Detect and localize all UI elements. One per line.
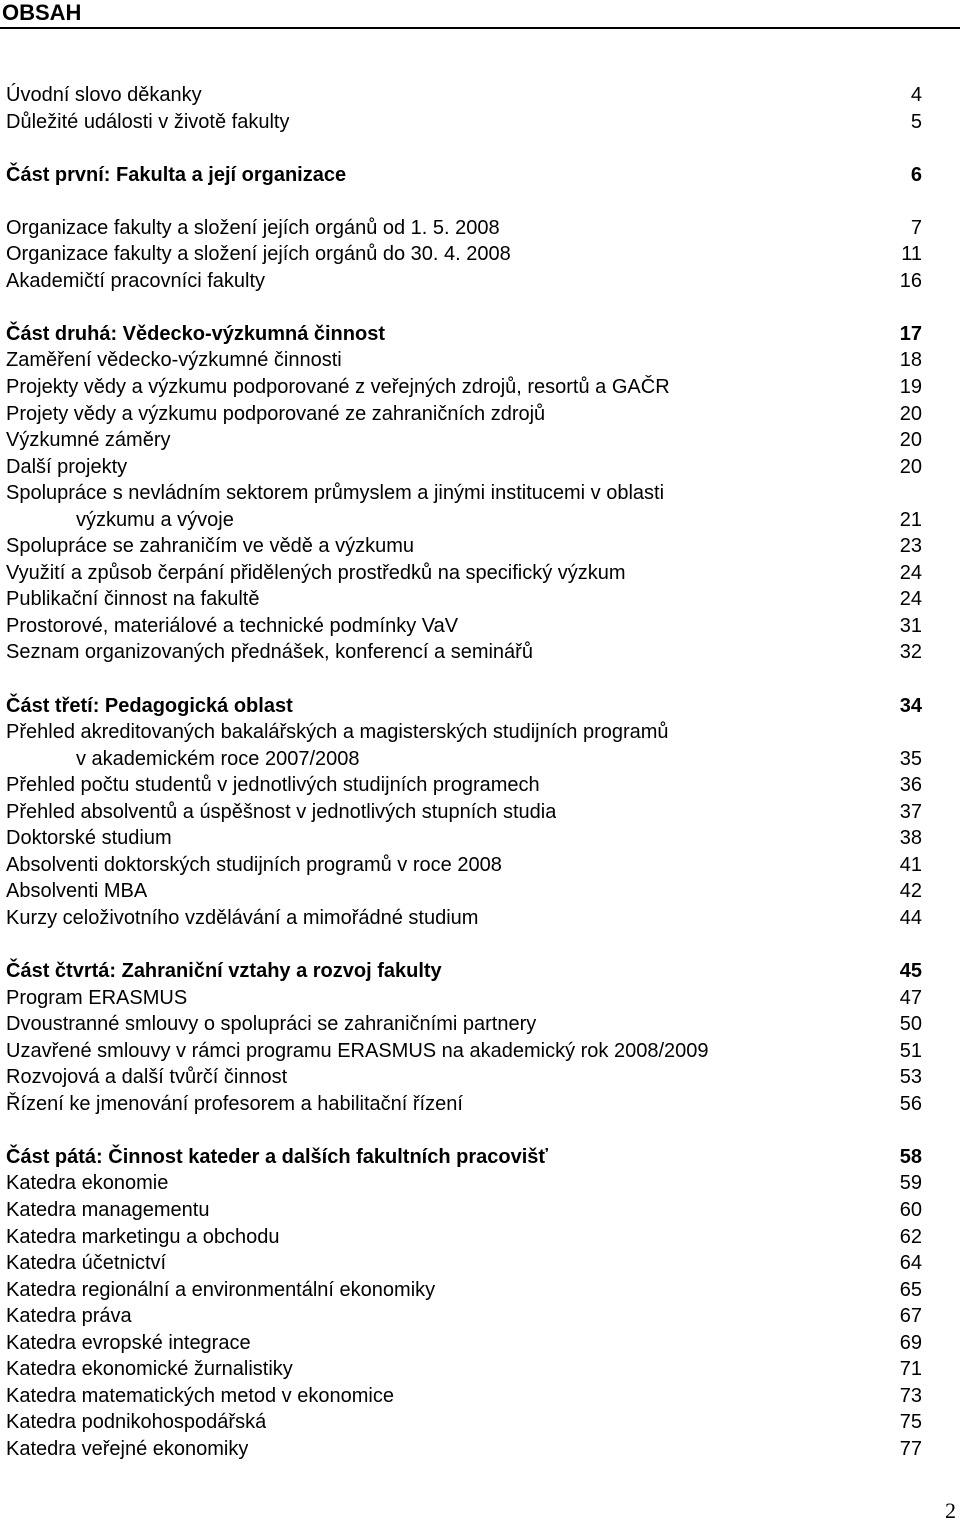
page-title: OBSAH	[2, 0, 82, 25]
toc-entry-title: Katedra managementu	[6, 1198, 210, 1221]
toc-entry-title: Publikační činnost na fakultě	[6, 588, 260, 611]
toc-entry-page: 37	[899, 800, 922, 823]
toc-entry-title: Projety vědy a výzkumu podporované ze zahraničních zdrojů	[6, 402, 546, 425]
toc-entry-title: Spolupráce s nevládním sektorem průmyslem a jinými institucemi v oblasti	[6, 482, 665, 505]
toc-entry-title: Katedra veřejné ekonomiky	[6, 1437, 249, 1460]
toc-section-page: 6	[910, 163, 922, 186]
toc-entry-title: Organizace fakulty a složení jejích orgánů od 1. 5. 2008	[6, 216, 500, 239]
toc-entry[interactable]	[6, 1197, 922, 1224]
toc-entry[interactable]	[6, 1224, 922, 1251]
toc-section[interactable]	[6, 321, 922, 348]
toc-entry-title: Kurzy celoživotního vzdělávání a mimořádné studium	[6, 906, 479, 929]
toc-entry[interactable]	[6, 401, 922, 428]
toc-entry-page: 47	[899, 986, 922, 1009]
toc-entry-page: 67	[899, 1305, 922, 1328]
toc-entry-title: Absolventi MBA	[6, 880, 148, 903]
toc-section-page: 17	[899, 322, 922, 345]
toc-entry[interactable]	[6, 82, 922, 109]
toc-entry[interactable]	[6, 215, 922, 242]
toc-entry-title: Program ERASMUS	[6, 986, 188, 1009]
toc-entry[interactable]	[6, 1330, 922, 1357]
toc-entry[interactable]	[6, 825, 922, 852]
toc-entry-continuation-title: výzkumu a vývoje	[76, 508, 234, 531]
toc-entry[interactable]	[6, 374, 922, 401]
toc-entry-title: Katedra práva	[6, 1305, 132, 1328]
toc-entry-page: 7	[910, 216, 922, 239]
toc-section-page: 34	[899, 694, 922, 717]
toc-entry[interactable]	[6, 427, 922, 454]
toc-entry-page: 59	[899, 1172, 922, 1195]
toc-entry-page: 75	[899, 1411, 922, 1434]
toc-section-page: 45	[899, 960, 922, 983]
toc-entry[interactable]	[6, 1011, 922, 1038]
toc-entry-page: 23	[899, 535, 922, 558]
toc-entry-title: Katedra marketingu a obchodu	[6, 1225, 280, 1248]
toc-entry-page: 18	[899, 349, 922, 372]
toc-entry-title: Katedra evropské integrace	[6, 1331, 251, 1354]
toc-entry[interactable]	[6, 560, 922, 587]
toc-entry-title: Katedra ekonomické žurnalistiky	[6, 1358, 293, 1381]
toc-entry-page: 5	[910, 110, 922, 133]
toc-entry-page: 71	[899, 1358, 922, 1381]
page-number: 2	[945, 1498, 956, 1523]
toc-entry[interactable]	[6, 719, 922, 746]
toc-entry[interactable]	[6, 347, 922, 374]
toc-entry-page: 65	[899, 1278, 922, 1301]
toc-entry-title: Rozvojová a další tvůrčí činnost	[6, 1066, 288, 1089]
toc-entry[interactable]	[6, 241, 922, 268]
toc-section-title: Část druhá: Vědecko-výzkumná činnost	[6, 322, 385, 345]
toc-entry[interactable]	[6, 454, 922, 481]
toc-entry-page: 60	[899, 1198, 922, 1221]
toc-entry[interactable]	[6, 772, 922, 799]
toc-entry-page: 69	[899, 1331, 922, 1354]
toc-entry-title: Katedra ekonomie	[6, 1172, 169, 1195]
toc-entry-page: 20	[899, 429, 922, 452]
toc-entry[interactable]	[6, 480, 922, 507]
toc-entry[interactable]	[6, 1409, 922, 1436]
toc-section-title: Část třetí: Pedagogická oblast	[6, 694, 293, 717]
toc-section[interactable]	[6, 693, 922, 720]
toc-entry[interactable]	[6, 905, 922, 932]
toc-entry-page: 38	[899, 827, 922, 850]
toc-entry-continuation-title: v akademickém roce 2007/2008	[76, 747, 360, 770]
toc-entry[interactable]	[6, 639, 922, 666]
toc-entry-title: Katedra regionální a environmentální ekonomiky	[6, 1278, 436, 1301]
toc-entry[interactable]	[6, 268, 922, 295]
toc-entry-title: Výzkumné záměry	[6, 429, 171, 452]
toc-entry[interactable]	[6, 1064, 922, 1091]
toc-section-title: Část pátá: Činnost kateder a dalších fakultních pracovišť	[6, 1145, 548, 1168]
toc-entry-title: Řízení ke jmenování profesorem a habilitační řízení	[6, 1092, 463, 1115]
toc-entry-title: Využití a způsob čerpání přidělených prostředků na specifický výzkum	[6, 561, 626, 584]
toc-entry-title: Organizace fakulty a složení jejích orgánů do 30. 4. 2008	[6, 243, 511, 266]
toc-entry[interactable]	[6, 1303, 922, 1330]
toc-entry[interactable]	[6, 109, 922, 136]
toc-entry-page: 73	[899, 1384, 922, 1407]
toc-entry-title: Přehled počtu studentů v jednotlivých studijních programech	[6, 774, 540, 797]
toc-entry[interactable]	[6, 1170, 922, 1197]
toc-entry-title: Katedra účetnictví	[6, 1252, 167, 1275]
toc-entry-title: Uzavřené smlouvy v rámci programu ERASMUS na akademický rok 2008/2009	[6, 1039, 709, 1062]
toc-entry-title: Dvoustranné smlouvy o spolupráci se zahraničními partnery	[6, 1013, 537, 1036]
toc-entry[interactable]	[6, 586, 922, 613]
toc-entry-page: 77	[899, 1437, 922, 1460]
toc-entry-title: Spolupráce se zahraničím ve vědě a výzkumu	[6, 535, 414, 558]
toc-entry-title: Další projekty	[6, 455, 128, 478]
toc-entry-page: 32	[899, 641, 922, 664]
toc-entry-continuation[interactable]	[6, 746, 922, 773]
toc-entry-title: Doktorské studium	[6, 827, 172, 850]
toc-entry[interactable]	[6, 852, 922, 879]
toc-entry[interactable]	[6, 1091, 922, 1118]
toc-entry[interactable]	[6, 985, 922, 1012]
toc-entry-page: 56	[899, 1092, 922, 1115]
toc-entry-title: Katedra matematických metod v ekonomice	[6, 1384, 394, 1407]
toc-entry-page: 31	[899, 614, 922, 637]
toc-section-page: 58	[899, 1145, 922, 1168]
table-of-contents	[6, 82, 922, 1462]
toc-entry[interactable]	[6, 799, 922, 826]
toc-entry-title: Projekty vědy a výzkumu podporované z veřejných zdrojů, resortů a GAČR	[6, 376, 670, 399]
title-underline	[0, 27, 960, 29]
toc-entry[interactable]	[6, 613, 922, 640]
toc-entry[interactable]	[6, 1250, 922, 1277]
toc-entry-title: Katedra podnikohospodářská	[6, 1411, 267, 1434]
toc-entry-page: 20	[899, 402, 922, 425]
toc-entry-page: 4	[910, 84, 922, 106]
toc-entry-page: 24	[899, 561, 922, 584]
toc-entry-page: 16	[899, 269, 922, 292]
toc-entry-title: Zaměření vědecko-výzkumné činnosti	[6, 349, 342, 372]
toc-entry[interactable]	[6, 1383, 922, 1410]
toc-entry-title: Úvodní slovo děkanky	[6, 84, 202, 106]
toc-entry-page: 24	[899, 588, 922, 611]
toc-section[interactable]	[6, 958, 922, 985]
toc-entry-page: 62	[899, 1225, 922, 1248]
toc-entry-title: Akademičtí pracovníci fakulty	[6, 269, 265, 292]
toc-section[interactable]	[6, 1144, 922, 1171]
toc-entry-page: 53	[899, 1066, 922, 1089]
toc-entry[interactable]	[6, 533, 922, 560]
toc-section[interactable]	[6, 162, 922, 189]
toc-entry[interactable]	[6, 878, 922, 905]
toc-entry-title: Prostorové, materiálové a technické podmínky VaV	[6, 614, 459, 637]
toc-entry-page: 51	[899, 1039, 922, 1062]
toc-section-title: Část čtvrtá: Zahraniční vztahy a rozvoj fakulty	[6, 960, 442, 983]
toc-entry-title: Přehled akreditovaných bakalářských a magisterských studijních programů	[6, 721, 669, 744]
toc-entry-continuation-page: 21	[899, 508, 922, 531]
toc-entry-page: 42	[899, 880, 922, 903]
toc-entry-page: 19	[899, 376, 922, 399]
toc-entry-page: 20	[899, 455, 922, 478]
toc-entry[interactable]	[6, 1356, 922, 1383]
toc-entry-title: Přehled absolventů a úspěšnost v jednotlivých stupních studia	[6, 800, 557, 823]
toc-entry-title: Důležité události v životě fakulty	[6, 110, 290, 133]
toc-entry-page: 44	[899, 906, 922, 929]
toc-entry-continuation[interactable]	[6, 507, 922, 534]
toc-entry-title: Seznam organizovaných přednášek, konferencí a seminářů	[6, 641, 533, 664]
toc-section-title: Část první: Fakulta a její organizace	[6, 163, 347, 186]
toc-entry[interactable]	[6, 1038, 922, 1065]
toc-entry-page: 41	[899, 853, 922, 876]
toc-entry-page: 36	[899, 774, 922, 797]
toc-entry-continuation-page: 35	[899, 747, 922, 770]
toc-entry-page: 11	[901, 243, 922, 266]
toc-entry[interactable]	[6, 1436, 922, 1463]
toc-entry-page: 64	[899, 1252, 922, 1275]
toc-entry-page: 50	[899, 1013, 922, 1036]
toc-entry[interactable]	[6, 1277, 922, 1304]
toc-entry-title: Absolventi doktorských studijních programů v roce 2008	[6, 853, 502, 876]
